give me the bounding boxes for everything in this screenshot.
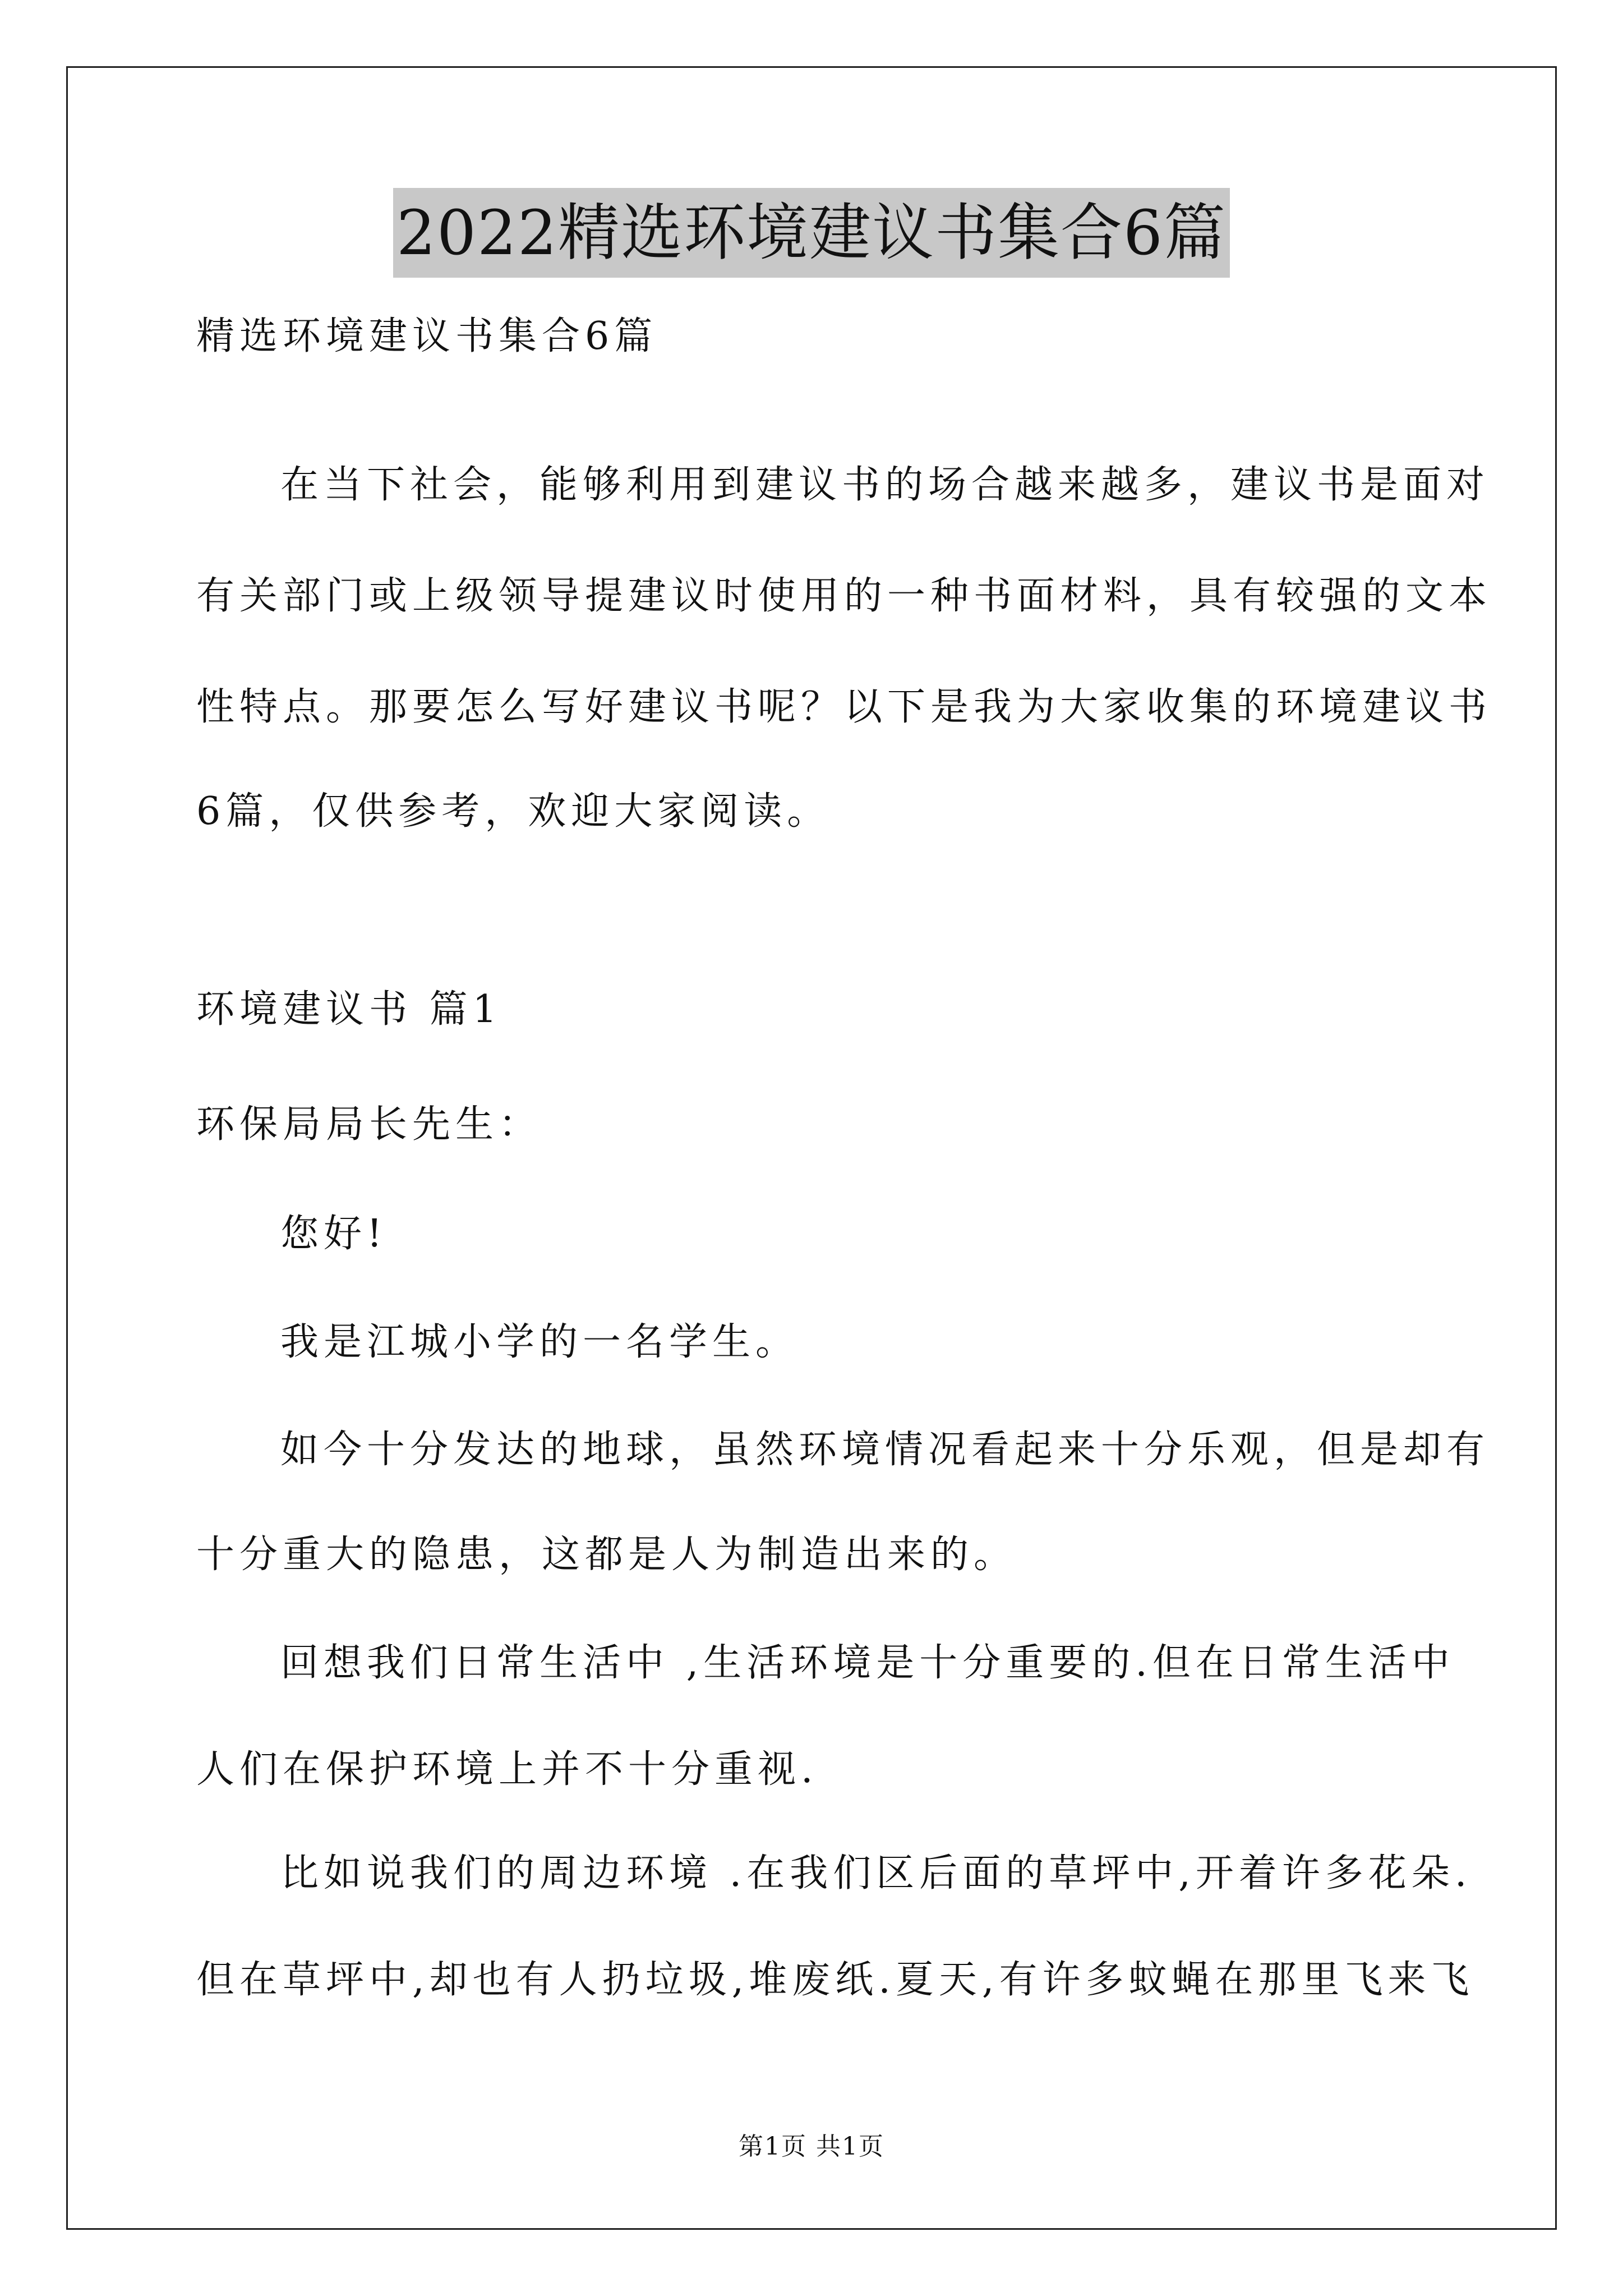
paragraph-line: 人们在保护环境上并不十分重视. xyxy=(196,1747,818,1792)
paragraph-line: 比如说我们的周边环境 .在我们区后面的草坪中,开着许多花朵. xyxy=(280,1851,1472,1895)
paragraph-line: 十分重大的隐患，这都是人为制造出来的。 xyxy=(196,1533,1017,1577)
paragraph-line: 回想我们日常生活中 ,生活环境是十分重要的.但在日常生活中 xyxy=(280,1641,1455,1685)
paragraph-line: 在当下社会，能够利用到建议书的场合越来越多，建议书是面对 xyxy=(280,463,1490,507)
section-heading: 环境建议书 篇1 xyxy=(196,987,502,1032)
page-footer: 第1页 共1页 xyxy=(739,2132,884,2161)
subtitle-line: 精选环境建议书集合6篇 xyxy=(196,314,658,358)
greeting-line: 您好! xyxy=(280,1212,388,1256)
document-title: 2022精选环境建议书集合6篇 xyxy=(393,188,1230,278)
paragraph-line: 6篇，仅供参考，欢迎大家阅读。 xyxy=(196,789,831,834)
paragraph-line: 如今十分发达的地球，虽然环境情况看起来十分乐观，但是却有 xyxy=(280,1428,1490,1472)
paragraph-line: 有关部门或上级领导提建议时使用的一种书面材料，具有较强的文本 xyxy=(196,574,1492,618)
paragraph-line: 性特点。那要怎么写好建议书呢？以下是我为大家收集的环境建议书 xyxy=(196,685,1492,729)
paragraph-line: 我是江城小学的一名学生。 xyxy=(280,1320,799,1364)
title-wrap xyxy=(0,188,1623,278)
salutation-line: 环保局局长先生： xyxy=(196,1102,542,1147)
paragraph-line: 但在草坪中,却也有人扔垃圾,堆废纸.夏天,有许多蚊蝇在那里飞来飞 xyxy=(196,1958,1474,2002)
